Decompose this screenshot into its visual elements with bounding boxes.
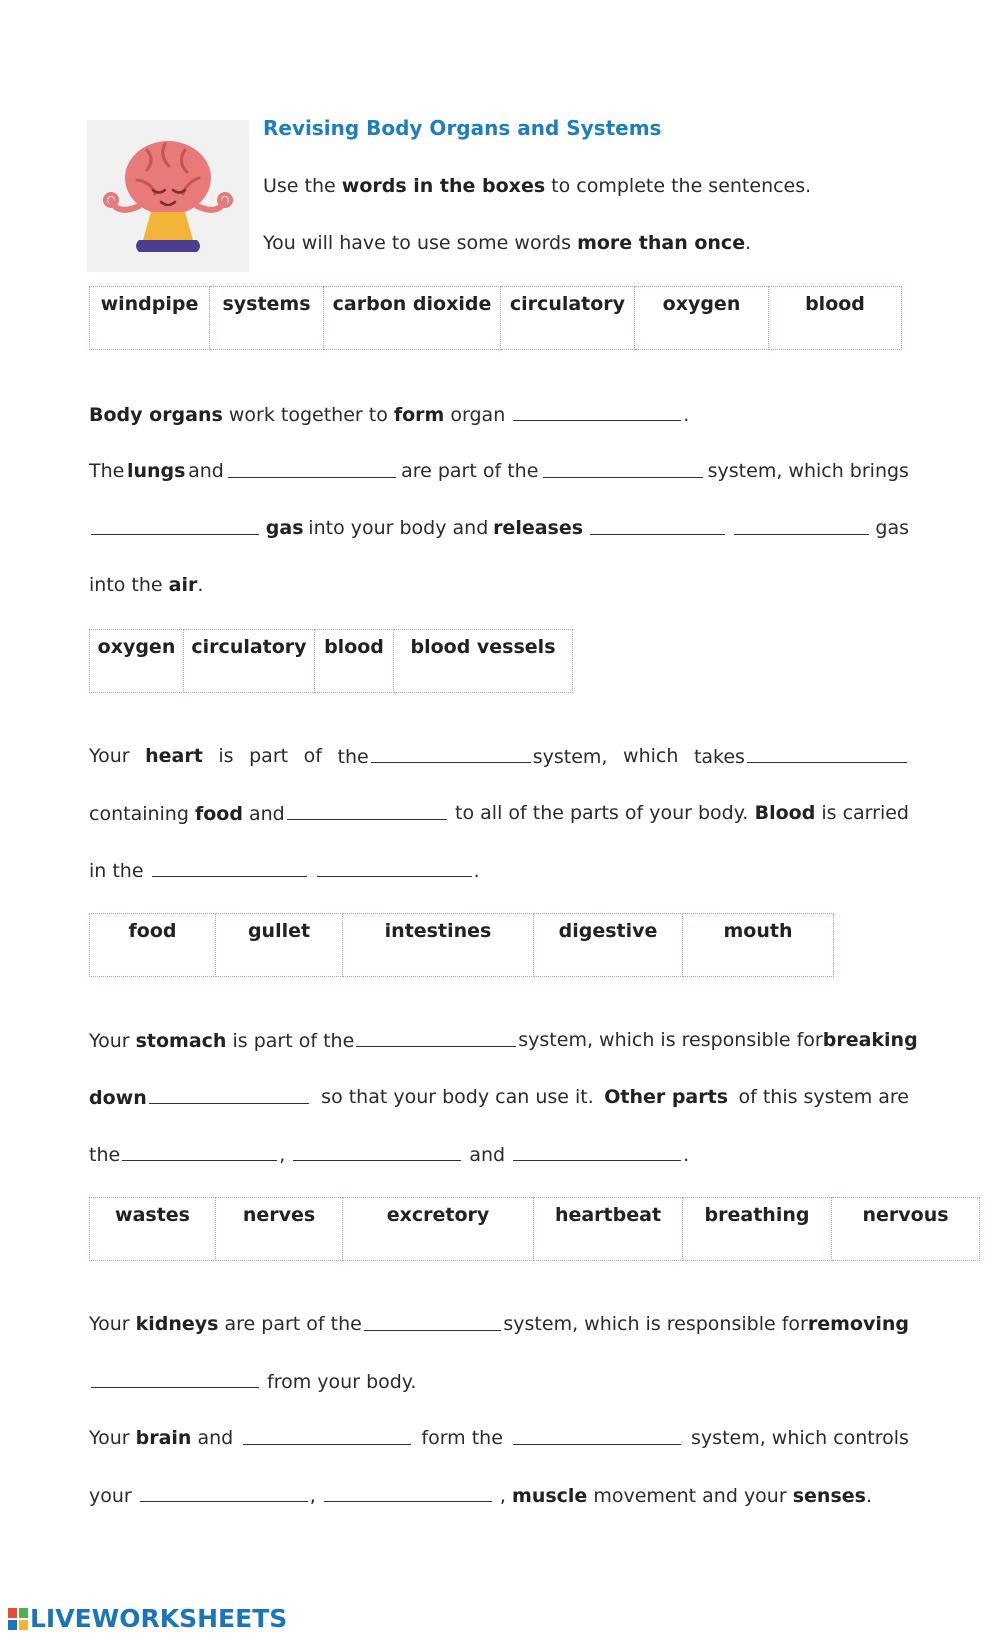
sentence-text: in the xyxy=(89,860,150,882)
sentence-text: system, xyxy=(532,746,608,768)
bold-word: Body organs xyxy=(89,404,223,426)
bold-word: kidneys xyxy=(135,1313,219,1335)
blank-input[interactable] xyxy=(590,514,725,535)
sentence-text: organ xyxy=(444,404,506,426)
sentence-text: and xyxy=(191,1427,234,1449)
word-chip[interactable]: windpipe xyxy=(90,287,210,350)
bold-word: down xyxy=(89,1087,147,1109)
blank-input[interactable] xyxy=(152,856,307,877)
blank-input[interactable] xyxy=(513,1424,681,1445)
word-chip[interactable]: circulatory xyxy=(501,287,635,350)
bold-word: heart xyxy=(145,745,203,767)
blank-input[interactable] xyxy=(371,742,531,763)
sentence-text: system, which is responsible for xyxy=(503,1313,808,1335)
blank-input[interactable] xyxy=(243,1424,411,1445)
sentence-text: are part of the xyxy=(218,1313,362,1335)
bold-word: brain xyxy=(135,1427,192,1449)
sentence-line xyxy=(89,1083,909,1112)
sentence-text: . xyxy=(473,860,480,882)
sentence-text: Your xyxy=(89,1030,136,1052)
word-chip[interactable]: digestive xyxy=(534,914,683,977)
sentence-text: , xyxy=(499,1485,506,1507)
instruction-text: You will have to use some words xyxy=(263,232,578,254)
footer-brand xyxy=(8,1604,287,1633)
sentence-text: part xyxy=(249,745,289,767)
sentence-line xyxy=(89,1026,918,1055)
sentence-text: movement and your xyxy=(593,1485,787,1507)
sentence-line xyxy=(89,742,909,771)
sentence-line xyxy=(89,571,909,599)
sentence-text: is carried xyxy=(821,802,909,824)
blank-input[interactable] xyxy=(513,400,681,421)
sentence-text: system, which is responsible for xyxy=(518,1029,823,1051)
sentence-text: into your body and xyxy=(308,517,489,539)
sentence-text: form the xyxy=(421,1427,503,1449)
sentence-text: is xyxy=(218,745,234,767)
sentence-line xyxy=(89,1424,909,1452)
word-chip[interactable]: systems xyxy=(210,287,324,350)
bold-word: releases xyxy=(493,517,584,539)
word-chip[interactable]: gullet xyxy=(216,914,343,977)
sentence-text: from your body. xyxy=(267,1371,417,1393)
word-chip[interactable]: blood xyxy=(315,630,394,693)
bold-word: muscle xyxy=(512,1485,588,1507)
sentence-text: . xyxy=(683,1144,690,1166)
word-chip[interactable]: breathing xyxy=(683,1198,832,1261)
sentence-text: , xyxy=(309,1485,316,1507)
sentence-line xyxy=(89,1481,909,1510)
instruction-bold: more than once xyxy=(577,232,746,254)
bold-word: lungs xyxy=(126,460,186,482)
blank-input[interactable] xyxy=(513,1140,681,1161)
sentence-line xyxy=(89,799,909,828)
word-chip[interactable]: mouth xyxy=(683,914,834,977)
sentence-text: gas xyxy=(875,517,909,539)
sentence-text: The xyxy=(89,460,125,482)
word-chip[interactable]: nervous xyxy=(832,1198,980,1261)
word-chip[interactable]: food xyxy=(90,914,216,977)
bold-word: air xyxy=(168,574,198,596)
word-chip[interactable]: circulatory xyxy=(184,630,315,693)
word-chip[interactable]: oxygen xyxy=(635,287,769,350)
instruction-text: Use the xyxy=(263,175,342,197)
sentence-text: Your xyxy=(89,1427,136,1449)
blank-input[interactable] xyxy=(293,1140,461,1161)
blank-input[interactable] xyxy=(228,457,396,478)
word-box-2 xyxy=(89,629,573,693)
sentence-text: Your xyxy=(89,1313,136,1335)
word-chip[interactable]: excretory xyxy=(343,1198,534,1261)
bold-word: senses xyxy=(792,1485,866,1507)
sentence-line xyxy=(89,400,909,429)
sentence-text: is part of the xyxy=(226,1030,355,1052)
bold-word: stomach xyxy=(135,1030,227,1052)
word-chip[interactable]: blood vessels xyxy=(394,630,573,693)
bold-word: Other parts xyxy=(604,1086,729,1108)
blank-input[interactable] xyxy=(747,742,907,763)
bold-word: form xyxy=(393,404,445,426)
sentence-text: . xyxy=(197,574,204,596)
instruction-text: to complete the sentences. xyxy=(545,175,812,197)
sentence-line xyxy=(89,1310,909,1338)
sentence-text: system, which controls xyxy=(691,1427,909,1449)
sentence-text: are part of the xyxy=(401,460,539,482)
word-box-4 xyxy=(89,1197,980,1261)
page-title: Revising Body Organs and Systems xyxy=(263,116,662,140)
word-box-3 xyxy=(89,913,834,977)
brain-illustration xyxy=(87,120,249,272)
bold-word: food xyxy=(194,803,243,825)
word-chip[interactable]: intestines xyxy=(343,914,534,977)
bold-word: gas xyxy=(265,517,304,539)
sentence-text: , xyxy=(279,1144,286,1166)
sentence-text: takes xyxy=(693,746,745,768)
blank-input[interactable] xyxy=(287,799,447,820)
sentence-text: . xyxy=(683,404,690,426)
sentence-text: so that your body can use it. xyxy=(321,1086,594,1108)
word-box-1 xyxy=(89,286,902,350)
blank-input[interactable] xyxy=(91,514,259,535)
sentence-text: . xyxy=(865,1485,872,1507)
blank-input[interactable] xyxy=(734,514,869,535)
sentence-line xyxy=(89,1367,909,1396)
bold-word: Blood xyxy=(754,802,816,824)
sentence-text: and xyxy=(188,460,224,482)
blank-input[interactable] xyxy=(140,1481,308,1502)
instruction-line-1 xyxy=(263,175,811,197)
word-chip[interactable]: carbon dioxide xyxy=(324,287,501,350)
sentence-text: and xyxy=(242,803,285,825)
blank-input[interactable] xyxy=(122,1140,277,1161)
blank-input[interactable] xyxy=(91,1367,259,1388)
bold-word: breaking xyxy=(822,1029,918,1051)
sentence-text: of this system are xyxy=(738,1086,909,1108)
sentence-text: to all of the parts of your body. xyxy=(455,802,749,824)
sentence-text: work together to xyxy=(222,404,394,426)
sentence-line xyxy=(89,856,909,885)
instruction-bold: words in the boxes xyxy=(341,175,546,197)
blank-input[interactable] xyxy=(317,856,472,877)
sentence-line xyxy=(89,514,909,542)
sentence-text: Your xyxy=(89,745,130,767)
sentence-text: which xyxy=(623,745,679,767)
word-chip[interactable]: heartbeat xyxy=(534,1198,683,1261)
sentence-text: the xyxy=(337,746,369,768)
instruction-line-2 xyxy=(263,232,751,254)
sentence-line xyxy=(89,457,909,485)
sentence-text: system, which brings xyxy=(707,460,909,482)
sentence-text: into the xyxy=(89,574,169,596)
sentence-text: the xyxy=(89,1144,121,1166)
sentence-text: and xyxy=(469,1144,506,1166)
blank-input[interactable] xyxy=(149,1083,309,1104)
sentence-text: your xyxy=(89,1485,132,1507)
blank-input[interactable] xyxy=(364,1310,502,1331)
bold-word: removing xyxy=(807,1313,909,1335)
blank-input[interactable] xyxy=(324,1481,492,1502)
sentence-line xyxy=(89,1140,909,1169)
brand-name[interactable]: LIVEWORKSHEETS xyxy=(30,1604,288,1633)
blank-input[interactable] xyxy=(543,457,703,478)
word-chip[interactable]: wastes xyxy=(90,1198,216,1261)
blank-input[interactable] xyxy=(356,1026,516,1047)
word-chip[interactable]: blood xyxy=(769,287,902,350)
word-chip[interactable]: nerves xyxy=(216,1198,343,1261)
word-chip[interactable]: oxygen xyxy=(90,630,184,693)
sentence-text: of xyxy=(303,745,322,767)
liveworksheets-logo-icon xyxy=(8,1608,28,1630)
instruction-text: . xyxy=(745,232,752,254)
sentence-text: containing xyxy=(89,803,195,825)
